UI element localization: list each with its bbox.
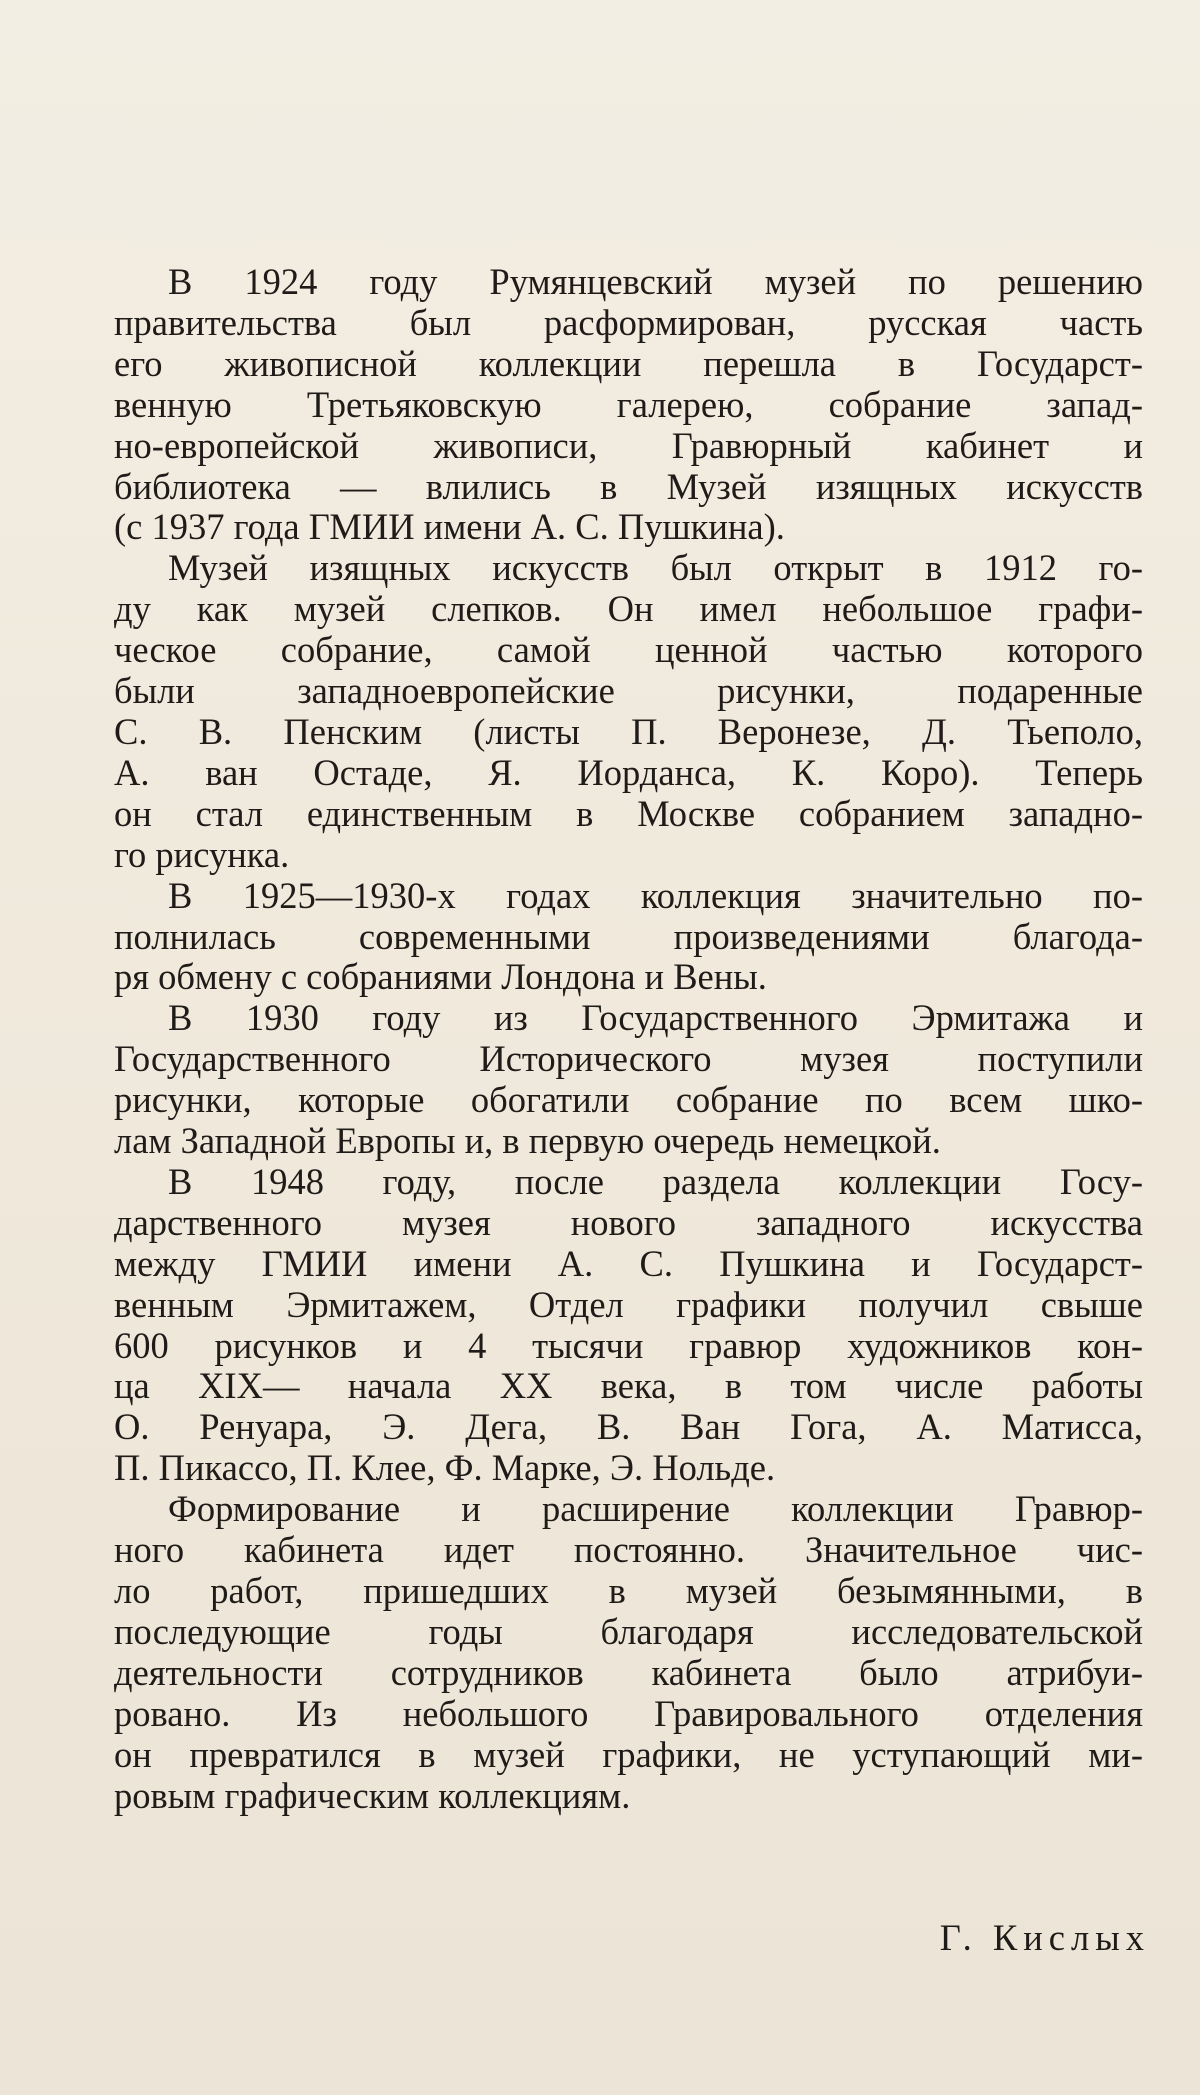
paragraph-line: дарственного музея нового западного искусства — [114, 1201, 1143, 1243]
paragraph-line: В 1925—1930-х годах коллекция значительно по- — [168, 874, 1143, 916]
paragraph-4 — [114, 998, 1143, 1162]
paragraph-line: Государственного Исторического музея поступили — [114, 1038, 1143, 1080]
paragraph-1 — [114, 262, 1143, 548]
paragraph-line: В 1930 году из Государственного Эрмитажа и — [168, 997, 1143, 1039]
paragraph-line: правительства был расформирован, русская часть — [114, 301, 1143, 343]
paragraph-line: рисунки, которые обогатили собрание по всем шко- — [114, 1079, 1143, 1121]
paragraph-6 — [114, 1489, 1143, 1816]
paragraph-line: ного кабинета идет постоянно. Значительное чис- — [114, 1529, 1143, 1571]
paragraph-line: В 1924 году Румянцевский музей по решению — [168, 261, 1143, 302]
paragraph-line: ло работ, пришедших в музей безымянными, в — [114, 1570, 1143, 1611]
paragraph-line: (с 1937 года ГМИИ имени А. С. Пушкина). — [114, 506, 785, 548]
paragraph-line: 600 рисунков и 4 тысячи гравюр художников кон- — [114, 1324, 1143, 1366]
paragraph-line: полнилась современными произведениями благода- — [114, 915, 1143, 957]
paragraph-line: Музей изящных искусств был открыт в 1912 го- — [168, 547, 1143, 589]
paragraph-5 — [114, 1162, 1143, 1489]
paragraph-line: П. Пикассо, П. Клее, Ф. Марке, Э. Нольде. — [114, 1447, 776, 1489]
paragraph-line: но-европейской живописи, Гравюрный кабинет и — [114, 424, 1143, 466]
paragraph-line: ца XIX— начала XX века, в том числе работы — [114, 1365, 1143, 1407]
paragraph-line: его живописной коллекции перешла в Государст- — [114, 342, 1143, 384]
paragraph-line: венную Третьяковскую галерею, собрание запад- — [114, 383, 1143, 425]
paragraph-line: Формирование и расширение коллекции Гравюр- — [168, 1488, 1143, 1530]
paragraph-line: были западноевропейские рисунки, подаренные — [114, 670, 1143, 712]
author-signature: Г. Кислых — [939, 1917, 1150, 1958]
paragraph-line: С. В. Пенским (листы П. Веронезе, Д. Тьеполо, — [114, 710, 1143, 752]
paragraph-line: ря обмену с собраниями Лондона и Вены. — [114, 956, 767, 998]
paragraph-line: О. Ренуара, Э. Дега, В. Ван Гога, А. Матисса, — [114, 1406, 1143, 1448]
paragraph-line: библиотека — влились в Музей изящных искусств — [114, 465, 1143, 507]
paragraph-line: ческое собрание, самой ценной частью которого — [114, 629, 1143, 671]
paragraph-line: венным Эрмитажем, Отдел графики получил свыше — [114, 1283, 1143, 1325]
paragraph-line: он стал единственным в Москве собранием западно- — [114, 792, 1143, 834]
paragraph-line: деятельности сотрудников кабинета было атрибуи- — [114, 1651, 1143, 1693]
paragraph-3 — [114, 876, 1143, 999]
paragraph-2 — [114, 548, 1143, 875]
paragraph-line: последующие годы благодаря исследовательской — [114, 1610, 1143, 1652]
paragraph-line: ровано. Из небольшого Гравировального отделения — [114, 1692, 1143, 1734]
paragraph-line: он превратился в музей графики, не уступающий ми- — [114, 1733, 1143, 1775]
paragraph-line: В 1948 году, после раздела коллекции Госу- — [168, 1160, 1143, 1202]
paragraph-line: го рисунка. — [114, 833, 290, 875]
paragraph-line: А. ван Остаде, Я. Иорданса, К. Коро). Теперь — [114, 751, 1143, 793]
article-text — [114, 262, 1143, 1816]
paragraph-line: между ГМИИ имени А. С. Пушкина и Государст- — [114, 1242, 1143, 1284]
paragraph-line: ровым графическим коллекциям. — [114, 1774, 631, 1816]
paragraph-line: лам Западной Европы и, в первую очередь немецкой. — [114, 1120, 941, 1162]
paragraph-line: ду как музей слепков. Он имел небольшое графи- — [114, 588, 1143, 630]
